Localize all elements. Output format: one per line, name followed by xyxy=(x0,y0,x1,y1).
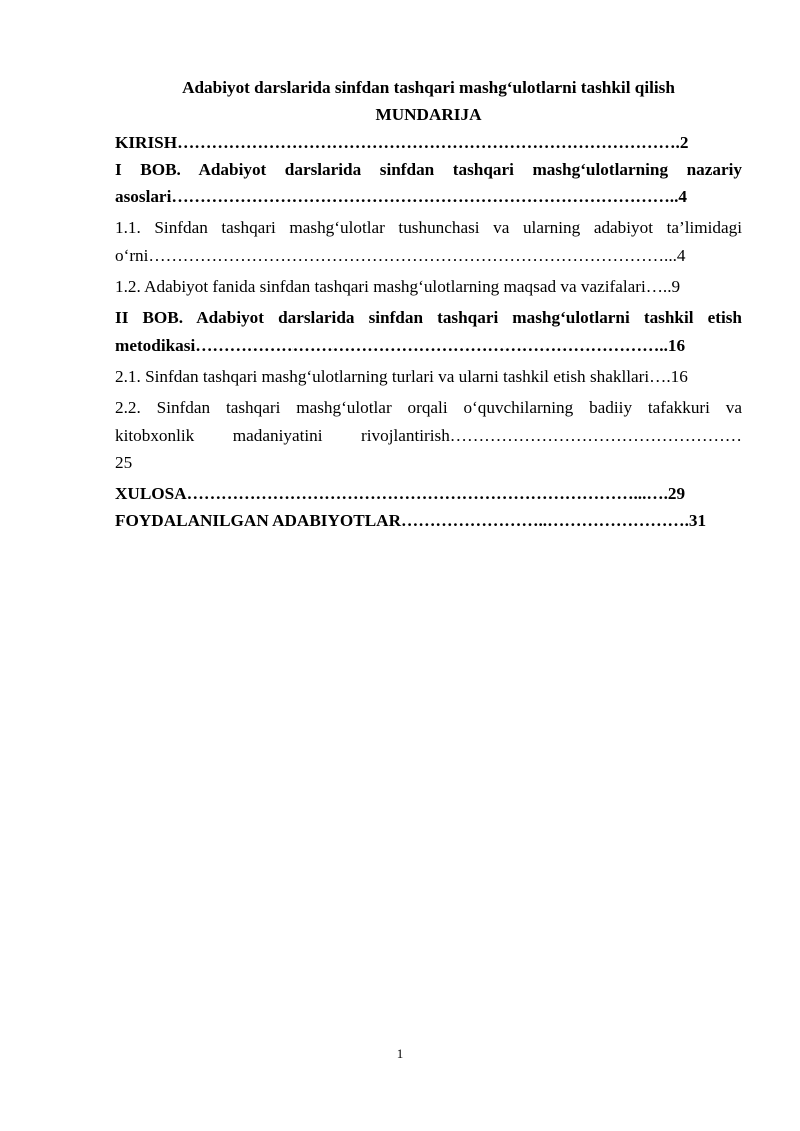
toc-entry-section-1-1 xyxy=(115,214,742,269)
toc-entry-references: FOYDALANILGAN ADABIYOTLAR……………………..…………………….31 xyxy=(115,511,707,531)
toc-entry-xulosa: XULOSA……………………………………………………………………...….29 xyxy=(115,484,686,504)
toc-entry-section-2-2 xyxy=(115,394,742,476)
document-page xyxy=(115,74,742,535)
toc-entry-section-1-1-line-1: 1.1. Sinfdan tashqari mashg‘ulotlar tushunchasi va ularning adabiyot ta’limidagi xyxy=(115,218,742,238)
toc-entry-chapter-1 xyxy=(115,156,742,211)
toc-entry-kirish: KIRISH…………………………………………………………………………….2 xyxy=(115,132,689,152)
toc-entry-chapter-2-line-2: metodikasi………………………………………………………………………..16 xyxy=(115,335,686,355)
document-title: Adabiyot darslarida sinfdan tashqari mashg‘ulotlarni tashkil qilish xyxy=(182,78,675,97)
toc-entry-chapter-1-line-1: I BOB. Adabiyot darslarida sinfdan tashqari mashg‘ulotlarning nazariy xyxy=(115,159,742,179)
toc-entry-section-2-1: 2.1. Sinfdan tashqari mashg‘ulotlarning turlari va ularni tashkil etish shakllari….16 xyxy=(115,366,688,386)
toc-entry-section-2-2-line-1: 2.2. Sinfdan tashqari mashg‘ulotlar orqali o‘quvchilarning badiiy tafakkuri va xyxy=(115,398,742,418)
toc-entry-section-2-2-line-3: 25 xyxy=(115,452,133,472)
toc-entry-section-2-2-line-2: kitobxonlik madaniyatini rivojlantirish…………………………………………… xyxy=(115,425,742,445)
toc-entry-chapter-2-line-1: II BOB. Adabiyot darslarida sinfdan tashqari mashg‘ulotlarni tashkil etish xyxy=(115,308,742,328)
contents-heading: MUNDARIJA xyxy=(375,105,482,125)
toc-entry-section-1-2: 1.2. Adabiyot fanida sinfdan tashqari mashg‘ulotlarning maqsad va vazifalari…..9 xyxy=(115,277,681,297)
toc-entry-chapter-1-line-2: asoslari……………………………………………………………………………..4 xyxy=(115,187,687,207)
page-number: 1 xyxy=(396,1046,404,1061)
toc-entry-chapter-2 xyxy=(115,304,742,359)
toc-entry-section-1-1-line-2: o‘rni………………………………………………………………………………...4 xyxy=(115,245,686,265)
